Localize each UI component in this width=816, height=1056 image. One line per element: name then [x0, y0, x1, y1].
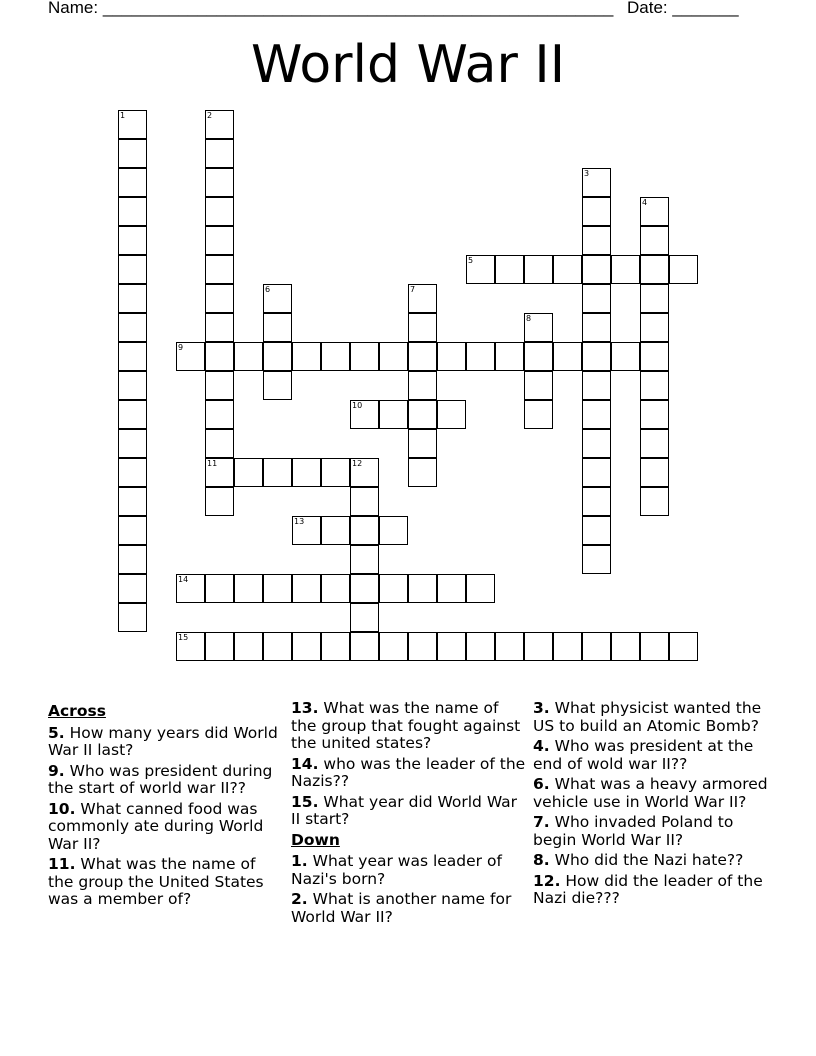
- clue-number-label: 8.: [533, 851, 550, 869]
- grid-cell[interactable]: [263, 342, 292, 371]
- clue-number-label: 6.: [533, 775, 550, 793]
- grid-cell[interactable]: [640, 284, 669, 313]
- clue-number-label: 1.: [291, 852, 308, 870]
- grid-cell[interactable]: [118, 197, 147, 226]
- grid-cell[interactable]: [118, 400, 147, 429]
- date-label: Date:: [627, 0, 668, 17]
- grid-cell[interactable]: [118, 603, 147, 632]
- grid-cell[interactable]: [582, 458, 611, 487]
- clue-item: [291, 700, 526, 753]
- clue-number-label: 12.: [533, 871, 561, 890]
- clue-column-2: [291, 700, 526, 929]
- grid-cell[interactable]: [582, 255, 611, 284]
- grid-cell[interactable]: [582, 429, 611, 458]
- clue-text: What canned food was commonly ate during World War II?: [48, 799, 264, 853]
- clue-text: What year was leader of Nazi's born?: [291, 852, 502, 888]
- clue-number: 5: [468, 256, 474, 265]
- clue-column-1: [48, 700, 283, 912]
- clue-number: 3: [584, 169, 590, 178]
- grid-cell[interactable]: [611, 342, 640, 371]
- grid-cell[interactable]: [640, 371, 669, 400]
- grid-cell[interactable]: [582, 545, 611, 574]
- grid-cell[interactable]: [118, 371, 147, 400]
- grid-cell[interactable]: [234, 632, 263, 661]
- clue-number: 2: [207, 111, 213, 120]
- clue-text: How many years did World War II last?: [48, 723, 278, 759]
- grid-cell[interactable]: [408, 342, 437, 371]
- grid-cell[interactable]: [466, 632, 495, 661]
- clue-number-label: 13.: [291, 699, 319, 717]
- grid-cell[interactable]: [118, 168, 147, 197]
- clue-number: 15: [178, 633, 189, 642]
- grid-cell[interactable]: [495, 342, 524, 371]
- grid-cell[interactable]: [437, 400, 466, 429]
- clue-number: 7: [410, 285, 416, 294]
- name-blank: ______________________________________________________: [102, 0, 614, 17]
- grid-cell[interactable]: [582, 284, 611, 313]
- grid-cell[interactable]: [611, 632, 640, 661]
- clue-number-label: 14.: [291, 754, 319, 773]
- grid-cell[interactable]: [640, 487, 669, 516]
- clue-text: How did the leader of the Nazi die???: [533, 871, 763, 907]
- clue-text: What was a heavy armored vehicle use in World War II?: [533, 775, 768, 811]
- grid-cell[interactable]: [408, 458, 437, 487]
- clue-column-3: [533, 700, 773, 911]
- grid-cell[interactable]: [321, 574, 350, 603]
- date-blank: _______: [672, 0, 739, 17]
- clue-text: What was the name of the group that fought against the united states?: [291, 699, 521, 752]
- grid-cell[interactable]: [350, 487, 379, 516]
- clue-text: What physicist wanted the US to build an Atomic Bomb?: [533, 699, 762, 735]
- grid-cell[interactable]: [582, 516, 611, 545]
- clue-item: [533, 700, 773, 735]
- grid-cell[interactable]: [263, 574, 292, 603]
- clue-item: [291, 756, 526, 791]
- grid-cell[interactable]: [205, 429, 234, 458]
- grid-cell[interactable]: [640, 429, 669, 458]
- grid-cell[interactable]: [669, 255, 698, 284]
- grid-cell[interactable]: [466, 342, 495, 371]
- grid-cell[interactable]: [379, 516, 408, 545]
- clue-item: [291, 891, 526, 926]
- grid-cell[interactable]: [321, 632, 350, 661]
- grid-cell[interactable]: [263, 458, 292, 487]
- grid-cell[interactable]: [176, 632, 205, 661]
- clue-text: What year did World War II start?: [291, 792, 518, 828]
- grid-cell[interactable]: [205, 168, 234, 197]
- grid-cell[interactable]: [640, 400, 669, 429]
- grid-cell[interactable]: [205, 110, 234, 139]
- grid-cell[interactable]: [582, 487, 611, 516]
- grid-cell[interactable]: [640, 458, 669, 487]
- grid-cell[interactable]: [205, 342, 234, 371]
- grid-cell[interactable]: [408, 574, 437, 603]
- clue-number-label: 5.: [48, 723, 65, 742]
- grid-cell[interactable]: [408, 284, 437, 313]
- grid-cell[interactable]: [553, 342, 582, 371]
- grid-cell[interactable]: [263, 632, 292, 661]
- clue-item: [48, 725, 283, 760]
- grid-cell[interactable]: [640, 197, 669, 226]
- grid-cell[interactable]: [350, 632, 379, 661]
- grid-cell[interactable]: [205, 284, 234, 313]
- grid-cell[interactable]: [118, 458, 147, 487]
- grid-cell[interactable]: [582, 342, 611, 371]
- grid-cell[interactable]: [524, 313, 553, 342]
- grid-cell[interactable]: [205, 400, 234, 429]
- clue-number-label: 2.: [291, 890, 308, 908]
- clue-item: [48, 763, 283, 798]
- grid-cell[interactable]: [205, 632, 234, 661]
- grid-cell[interactable]: [524, 342, 553, 371]
- name-label: Name:: [48, 0, 99, 17]
- grid-cell[interactable]: [582, 400, 611, 429]
- grid-cell[interactable]: [408, 400, 437, 429]
- grid-cell[interactable]: [118, 516, 147, 545]
- clue-text: Who did the Nazi hate??: [554, 851, 744, 869]
- grid-cell[interactable]: [350, 400, 379, 429]
- grid-cell[interactable]: [466, 255, 495, 284]
- grid-cell[interactable]: [640, 342, 669, 371]
- grid-cell[interactable]: [379, 342, 408, 371]
- grid-cell[interactable]: [466, 574, 495, 603]
- grid-cell[interactable]: [640, 255, 669, 284]
- clue-item: [533, 873, 773, 908]
- grid-cell[interactable]: [640, 313, 669, 342]
- grid-cell[interactable]: [263, 371, 292, 400]
- clue-section-heading: Down: [291, 830, 340, 849]
- clue-text: Who was president during the start of world war II??: [48, 761, 273, 797]
- clue-number-label: 10.: [48, 799, 76, 818]
- clue-number: 12: [352, 459, 363, 468]
- clue-number: 13: [294, 517, 305, 526]
- clue-number: 14: [178, 575, 189, 584]
- grid-cell[interactable]: [118, 313, 147, 342]
- clue-item: [291, 853, 526, 888]
- grid-cell[interactable]: [437, 342, 466, 371]
- grid-cell[interactable]: [524, 400, 553, 429]
- grid-cell[interactable]: [205, 313, 234, 342]
- grid-cell[interactable]: [234, 458, 263, 487]
- clue-item: [48, 801, 283, 854]
- grid-cell[interactable]: [205, 574, 234, 603]
- clue-number: 6: [265, 285, 271, 294]
- clue-number: 11: [207, 459, 218, 468]
- grid-cell[interactable]: [118, 342, 147, 371]
- clue-number-label: 7.: [533, 813, 550, 831]
- grid-cell[interactable]: [350, 458, 379, 487]
- clue-text: What was the name of the group the United States was a member of?: [48, 855, 264, 908]
- clue-section-heading: Across: [48, 702, 106, 720]
- clue-text: Who was president at the end of wold war II??: [533, 737, 754, 773]
- grid-cell[interactable]: [205, 255, 234, 284]
- grid-cell[interactable]: [292, 342, 321, 371]
- grid-cell[interactable]: [205, 197, 234, 226]
- clue-number: 10: [352, 401, 363, 410]
- clue-item: [533, 776, 773, 811]
- grid-cell[interactable]: [582, 197, 611, 226]
- clue-number: 4: [642, 198, 648, 207]
- clue-item: [533, 814, 773, 849]
- grid-cell[interactable]: [408, 429, 437, 458]
- grid-cell[interactable]: [205, 487, 234, 516]
- grid-cell[interactable]: [350, 574, 379, 603]
- clue-text: who was the leader of the Nazis??: [291, 754, 526, 790]
- grid-cell[interactable]: [524, 371, 553, 400]
- grid-cell[interactable]: [408, 632, 437, 661]
- grid-cell[interactable]: [292, 458, 321, 487]
- clue-number-label: 11.: [48, 855, 76, 873]
- grid-cell[interactable]: [437, 632, 466, 661]
- grid-cell[interactable]: [118, 574, 147, 603]
- grid-cell[interactable]: [118, 284, 147, 313]
- grid-cell[interactable]: [292, 574, 321, 603]
- clue-item: [533, 738, 773, 773]
- grid-cell[interactable]: [524, 632, 553, 661]
- grid-cell[interactable]: [669, 632, 698, 661]
- grid-cell[interactable]: [263, 313, 292, 342]
- clue-item: [533, 852, 773, 870]
- clue-number: 8: [526, 314, 532, 323]
- grid-cell[interactable]: [350, 603, 379, 632]
- clue-number-label: 3.: [533, 699, 550, 717]
- clue-number-label: 9.: [48, 761, 65, 780]
- grid-cell[interactable]: [118, 487, 147, 516]
- grid-cell[interactable]: [321, 458, 350, 487]
- clue-number-label: 15.: [291, 792, 319, 811]
- clue-number: 1: [120, 111, 126, 120]
- grid-cell[interactable]: [118, 226, 147, 255]
- grid-cell[interactable]: [234, 342, 263, 371]
- grid-cell[interactable]: [553, 632, 582, 661]
- grid-cell[interactable]: [611, 255, 640, 284]
- grid-cell[interactable]: [118, 110, 147, 139]
- clue-text: Who invaded Poland to begin World War II?: [533, 813, 734, 849]
- grid-cell[interactable]: [118, 545, 147, 574]
- grid-cell[interactable]: [524, 255, 553, 284]
- grid-cell[interactable]: [292, 516, 321, 545]
- grid-cell[interactable]: [292, 632, 321, 661]
- grid-cell[interactable]: [205, 458, 234, 487]
- grid-cell[interactable]: [234, 574, 263, 603]
- grid-cell[interactable]: [205, 226, 234, 255]
- grid-cell[interactable]: [582, 168, 611, 197]
- grid-cell[interactable]: [582, 226, 611, 255]
- grid-cell[interactable]: [118, 429, 147, 458]
- grid-cell[interactable]: [263, 284, 292, 313]
- clue-number-label: 4.: [533, 737, 550, 755]
- clue-item: [48, 856, 283, 909]
- grid-cell[interactable]: [118, 255, 147, 284]
- grid-cell[interactable]: [582, 371, 611, 400]
- grid-cell[interactable]: [640, 226, 669, 255]
- clue-text: What is another name for World War II?: [291, 890, 512, 926]
- grid-cell[interactable]: [118, 139, 147, 168]
- grid-cell[interactable]: [408, 313, 437, 342]
- grid-cell[interactable]: [205, 371, 234, 400]
- grid-cell[interactable]: [321, 516, 350, 545]
- grid-cell[interactable]: [553, 255, 582, 284]
- grid-cell[interactable]: [321, 342, 350, 371]
- grid-cell[interactable]: [379, 632, 408, 661]
- grid-cell[interactable]: [176, 574, 205, 603]
- grid-cell[interactable]: [350, 342, 379, 371]
- grid-cell[interactable]: [582, 313, 611, 342]
- grid-cell[interactable]: [350, 516, 379, 545]
- grid-cell[interactable]: [437, 574, 466, 603]
- grid-cell[interactable]: [379, 574, 408, 603]
- grid-cell[interactable]: [408, 371, 437, 400]
- grid-cell[interactable]: [205, 139, 234, 168]
- grid-cell[interactable]: [379, 400, 408, 429]
- grid-cell[interactable]: [582, 632, 611, 661]
- grid-cell[interactable]: [176, 342, 205, 371]
- grid-cell[interactable]: [495, 632, 524, 661]
- grid-cell[interactable]: [350, 545, 379, 574]
- page-title: World War II: [250, 35, 566, 95]
- grid-cell[interactable]: [495, 255, 524, 284]
- grid-cell[interactable]: [640, 632, 669, 661]
- clue-number: 9: [178, 343, 184, 352]
- clue-item: [291, 794, 526, 829]
